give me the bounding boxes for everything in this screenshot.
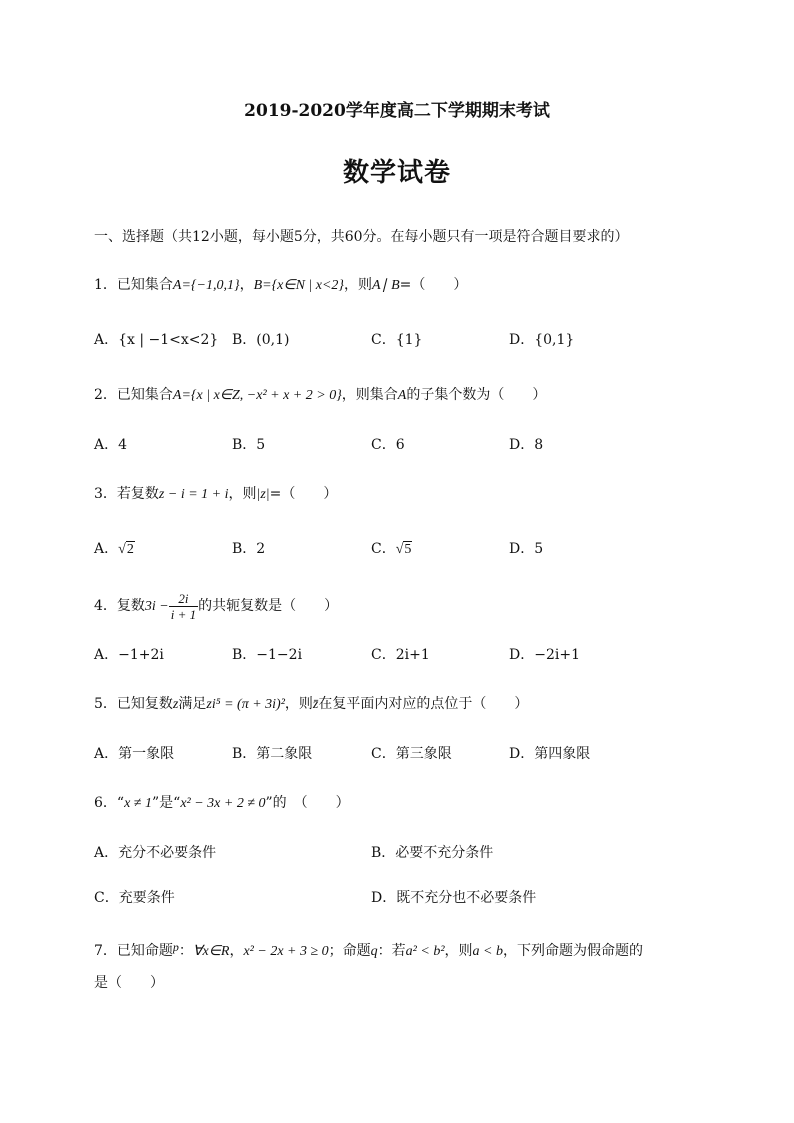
q1-set-a: A={−1,0,1} (172, 278, 240, 293)
q7-colon: ： (178, 943, 193, 959)
q2-ask-post: 的子集个数为（ ） (406, 387, 547, 403)
q5-ask-post: 在复平面内对应的点位于（ ） (318, 696, 529, 712)
q2-ask-pre: ，则集合 (341, 387, 398, 403)
q3-option-a (94, 538, 135, 561)
q1-option-c: C．{1} (371, 332, 423, 348)
q6-option-b: B．必要不充分条件 (371, 845, 494, 861)
q7-mid2: ：若 (377, 943, 406, 959)
q1-set-b: B={x∈N | x<2} (253, 278, 345, 293)
sqrt-icon: √2 (118, 542, 134, 557)
q5-ask-pre: ，则 (284, 696, 313, 712)
q3-option-c (371, 538, 412, 561)
q4-frac-den: i + 1 (170, 606, 197, 622)
q5-zbar: z̄ (312, 697, 319, 712)
q6-ask-post: ”的 （ ） (265, 795, 350, 811)
q5-option-d: D．第四象限 (509, 746, 591, 762)
q6-mid: ”是“ (151, 795, 181, 811)
q6-option-a: A．充分不必要条件 (94, 845, 217, 861)
q6-prefix: 6．“ (94, 795, 125, 811)
q7-q: q (370, 944, 378, 959)
q3-ask-post: =（ ） (269, 486, 338, 502)
q6-cond1: x ≠ 1 (124, 796, 152, 811)
q2-option-b: B．5 (232, 437, 266, 453)
question-1 (94, 274, 467, 297)
q5-option-c: C．第三象限 (371, 746, 452, 762)
q4-option-b: B．−1−2i (232, 647, 303, 663)
q5-var: z (172, 697, 179, 712)
q5-option-a: A．第一象限 (94, 746, 175, 762)
q3-eq: z − i = 1 + i (158, 487, 229, 502)
q3-option-a-label: A． (94, 541, 119, 557)
q3-abs: |z| (256, 487, 270, 502)
q4-option-d: D．−2i+1 (509, 647, 580, 663)
q4-frac-num: 2i (169, 591, 198, 607)
section-heading: 一、选择题（共12小题，每小题5分，共60分。在每小题只有一项是符合题目要求的） (94, 229, 629, 245)
q5-mid: 满足 (178, 696, 207, 712)
q7-comma: ， (229, 943, 244, 959)
q7-cond: a² < b² (405, 944, 445, 959)
q3-option-a-radicand: 2 (126, 542, 134, 557)
q7-concl: a < b (472, 944, 503, 959)
q7-ask-post: ，下列命题为假命题的 (502, 943, 643, 959)
q7-mid: ；命题 (328, 943, 371, 959)
exam-subtitle: 数学试卷 (342, 158, 451, 188)
q2-set-a: A={x | x∈Z, −x² + x + 2 > 0} (172, 388, 342, 403)
question-6 (94, 792, 350, 815)
q7-p: p (172, 940, 179, 954)
question-7-line2: 是（ ） (94, 975, 164, 991)
q7-forall: ∀x∈R (192, 944, 230, 959)
q6-option-d: D．既不充分也不必要条件 (371, 890, 537, 906)
q4-fraction (169, 591, 198, 622)
q3-ask-pre: ，则 (228, 486, 257, 502)
sqrt-icon: √5 (395, 542, 412, 557)
q4-option-c: C．2i+1 (371, 647, 430, 663)
exam-title: 2019-2020学年度高二下学期期末考试 (244, 101, 550, 121)
q6-option-c: C．充要条件 (94, 890, 175, 906)
q2-option-d: D．8 (509, 437, 544, 453)
question-3 (94, 483, 337, 506)
q3-option-c-radicand: 5 (404, 542, 412, 557)
q2-option-a: A．4 (94, 437, 128, 453)
q4-option-a: A．−1+2i (94, 647, 164, 663)
q7-mid3: ，则 (444, 943, 473, 959)
q5-option-b: B．第二象限 (232, 746, 313, 762)
q1-prefix: 1．已知集合 (94, 277, 173, 293)
q1-option-a: A．{x | −1<x<2} (94, 332, 219, 348)
q7-ineq: x² − 2x + 3 ≥ 0 (243, 944, 329, 959)
q5-eq: zi⁵ = (π + 3i)² (206, 697, 285, 712)
question-2 (94, 384, 546, 407)
q5-prefix: 5．已知复数 (94, 696, 173, 712)
q6-cond2: x² − 3x + 2 ≠ 0 (180, 796, 266, 811)
question-7 (94, 936, 643, 963)
question-5 (94, 693, 528, 716)
q3-prefix: 3．若复数 (94, 486, 159, 502)
q4-ask-post: 的共轭复数是（ ） (198, 598, 339, 614)
q1-option-b: B．(0,1) (232, 332, 290, 348)
q4-prefix: 4．复数 (94, 598, 145, 614)
q2-var: A (397, 388, 407, 403)
q1-ask-pre: ，则 (344, 277, 373, 293)
q4-lead: 3i − (144, 599, 169, 614)
q3-option-c-label: C． (371, 541, 396, 557)
q2-prefix: 2．已知集合 (94, 387, 173, 403)
question-4 (94, 590, 338, 623)
q3-option-d: D．5 (509, 541, 544, 557)
q1-sep: ， (239, 277, 254, 293)
q1-expr: A∣ B (372, 278, 400, 293)
q3-option-b: B．2 (232, 541, 266, 557)
q1-option-d: D．{0,1} (509, 332, 575, 348)
q1-ask-post: =（ ） (399, 277, 468, 293)
q7-prefix: 7．已知命题 (94, 943, 173, 959)
q2-option-c: C．6 (371, 437, 405, 453)
